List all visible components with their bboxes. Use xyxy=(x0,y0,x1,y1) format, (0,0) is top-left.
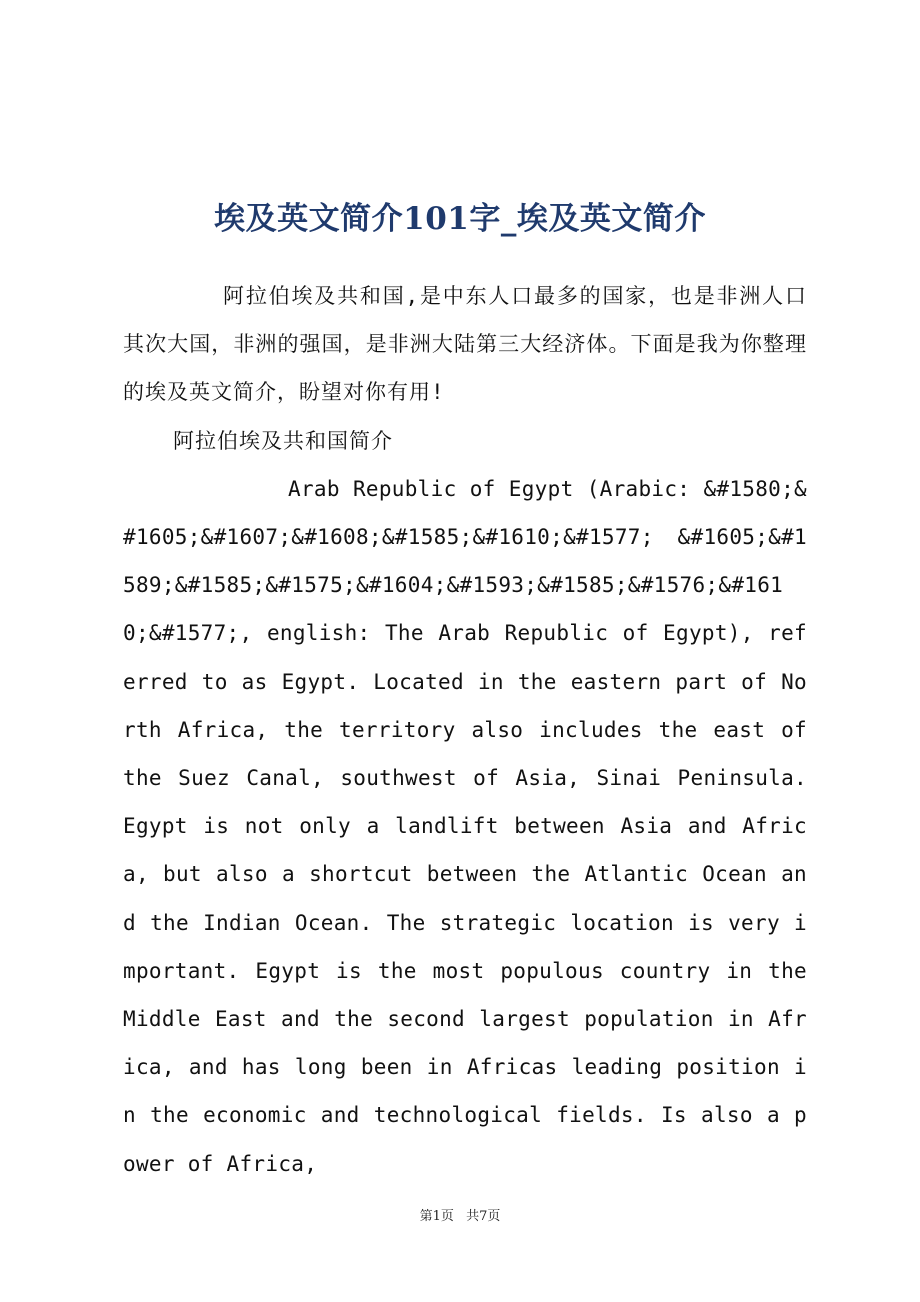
document-title: 埃及英文简介101字_埃及英文简介 xyxy=(214,201,706,237)
section-heading: 阿拉伯埃及共和国简介 xyxy=(173,428,393,453)
english-paragraph: Arab Republic of Egypt (Arabic: &#1580;&#1605;&#1607;&#1608;&#1585;&#1610;&#1577; &#1605;&#1589;&#1585;&#1575;&#1604;&#1593;&#1585;&#1576;&#1610;&#1577;, english: The Arab Republic of Egypt), referred to as Egypt. Located in the eastern part of North Africa, the territory also includes the east of the Suez Canal, southwest of Asia, Sinai Peninsula. Egypt is not only a landlift between Asia and Africa, but also a shortcut between the Atlantic Ocean and the Indian Ocean. The strategic location is very important. Egypt is the most populous country in the Middle East and the second largest population in Africa, and has long been in Africas leading position in the economic and technological fields. Is also a power of Africa, xyxy=(123,476,807,1176)
document-body xyxy=(123,272,807,1188)
page-total: 共7页 xyxy=(466,1209,501,1224)
intro-paragraph: 阿拉伯埃及共和国,是中东人口最多的国家，也是非洲人口其次大国，非洲的强国，是非洲大陆第三大经济体。下面是我为你整理的埃及英文简介，盼望对你有用! xyxy=(123,284,807,405)
page-footer xyxy=(0,1205,920,1224)
page-number: 第1页 xyxy=(419,1209,454,1224)
